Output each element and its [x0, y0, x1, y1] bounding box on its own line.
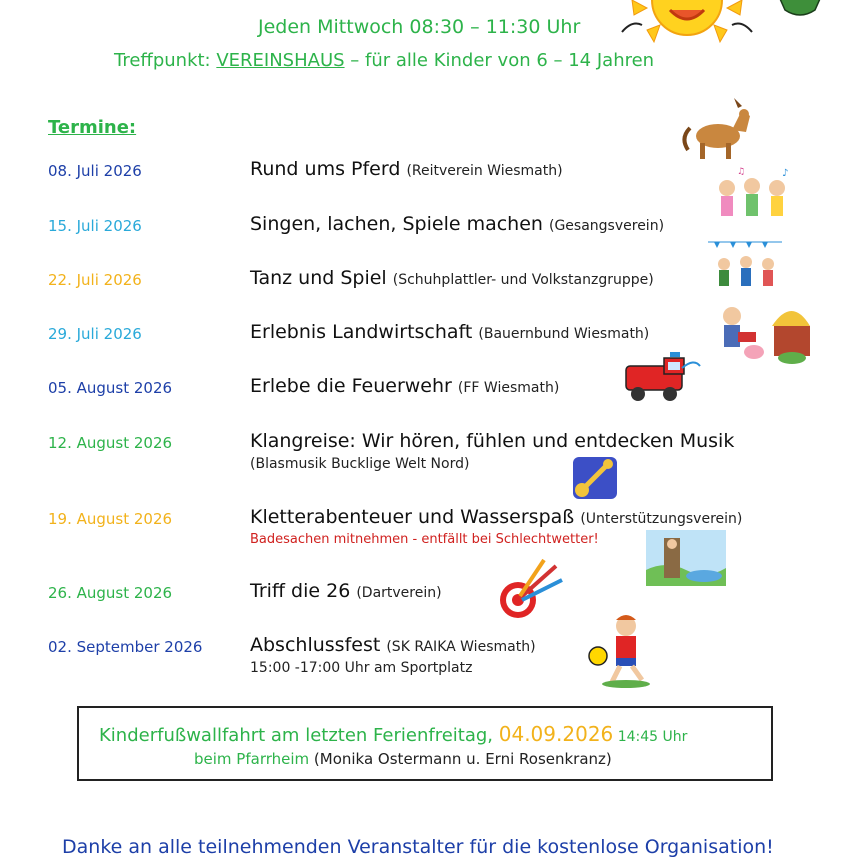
event-title-line: [250, 580, 442, 602]
singing-children-icon: [712, 166, 794, 228]
pilgrimage-line1: [99, 722, 687, 746]
soccer-boy-icon: [586, 612, 662, 688]
event-date: 15. Juli 2026: [48, 217, 142, 235]
event-title: Kletterabenteuer und Wasserspaß: [250, 506, 575, 528]
event-date: 08. Juli 2026: [48, 162, 142, 180]
event-date: 12. August 2026: [48, 434, 173, 452]
event-title-line: [250, 634, 536, 656]
fire-truck-icon: [620, 348, 702, 406]
event-title: Klangreise: Wir hören, fühlen und entdecken Musik: [250, 430, 735, 452]
event-title: Tanz und Spiel: [250, 267, 387, 289]
event-date: 02. September 2026: [48, 638, 203, 656]
schedule-time-text: Jeden Mittwoch 08:30 – 11:30 Uhr: [258, 16, 581, 38]
pilgrimage-organizers: (Monika Ostermann u. Erni Rosenkranz): [313, 750, 612, 768]
event-title-line: [250, 506, 742, 528]
meeting-point-place: VEREINSHAUS: [216, 50, 345, 71]
pilgrimage-title: Kinderfußwallfahrt am letzten Ferienfreitag,: [99, 725, 499, 746]
event-organizer: (Bauernbund Wiesmath): [478, 326, 650, 342]
event-organizer: (Gesangsverein): [549, 218, 665, 234]
dancing-children-icon: [706, 238, 784, 294]
pilgrimage-line2: [194, 750, 612, 768]
meeting-point-prefix: Treffpunkt:: [114, 50, 217, 71]
event-title-line: [250, 213, 664, 235]
event-title: Rund ums Pferd: [250, 158, 401, 180]
svg-text:♪: ♪: [782, 168, 789, 179]
event-organizer: (FF Wiesmath): [457, 380, 560, 396]
event-title-line: [250, 375, 559, 397]
pilgrimage-time: 14:45 Uhr: [613, 729, 688, 745]
event-date: 05. August 2026: [48, 379, 173, 397]
event-organizer: (Reitverein Wiesmath): [406, 163, 563, 179]
event-organizer: (Dartverein): [356, 585, 442, 601]
event-organizer: (Schuhplattler- und Volkstanzgruppe): [392, 272, 654, 288]
event-organizer: (SK RAIKA Wiesmath): [386, 639, 536, 655]
event-title-line: [250, 321, 649, 343]
pilgrimage-info-box: [77, 706, 773, 781]
event-subtext: 15:00 -17:00 Uhr am Sportplatz: [250, 660, 473, 676]
climbing-icon: [646, 530, 726, 586]
dart-target-icon: [498, 556, 568, 620]
event-title-line: [250, 267, 654, 289]
crest-icon: [775, 0, 825, 16]
pilgrimage-place: beim Pfarrheim: [194, 750, 314, 768]
event-date: 29. Juli 2026: [48, 325, 142, 343]
event-title: Triff die 26: [250, 580, 351, 602]
instrument-icon: [572, 456, 618, 500]
sun-icon: [612, 0, 762, 50]
event-date: 26. August 2026: [48, 584, 173, 602]
event-title-line: [250, 430, 734, 452]
horse-icon: [680, 98, 752, 164]
event-title: Abschlussfest: [250, 634, 381, 656]
event-title-line: [250, 158, 563, 180]
termine-heading: Termine:: [48, 117, 137, 138]
farm-icon: [710, 296, 814, 366]
event-title: Singen, lachen, Spiele machen: [250, 213, 543, 235]
thanks-footer: Danke an alle teilnehmenden Veranstalter für die kostenlose Organisation!: [62, 836, 774, 858]
event-subtext: (Blasmusik Bucklige Welt Nord): [250, 456, 470, 472]
event-date: 22. Juli 2026: [48, 271, 142, 289]
event-title: Erlebnis Landwirtschaft: [250, 321, 473, 343]
pilgrimage-date: 04.09.2026: [498, 722, 614, 746]
event-title: Erlebe die Feuerwehr: [250, 375, 452, 397]
event-date: 19. August 2026: [48, 510, 173, 528]
meeting-point-line: [114, 50, 654, 71]
svg-text:♫: ♫: [737, 167, 746, 177]
meeting-point-suffix: – für alle Kinder von 6 – 14 Jahren: [344, 50, 655, 71]
event-warning: Badesachen mitnehmen - entfällt bei Schlechtwetter!: [250, 532, 599, 547]
event-organizer: (Unterstützungsverein): [580, 511, 743, 527]
